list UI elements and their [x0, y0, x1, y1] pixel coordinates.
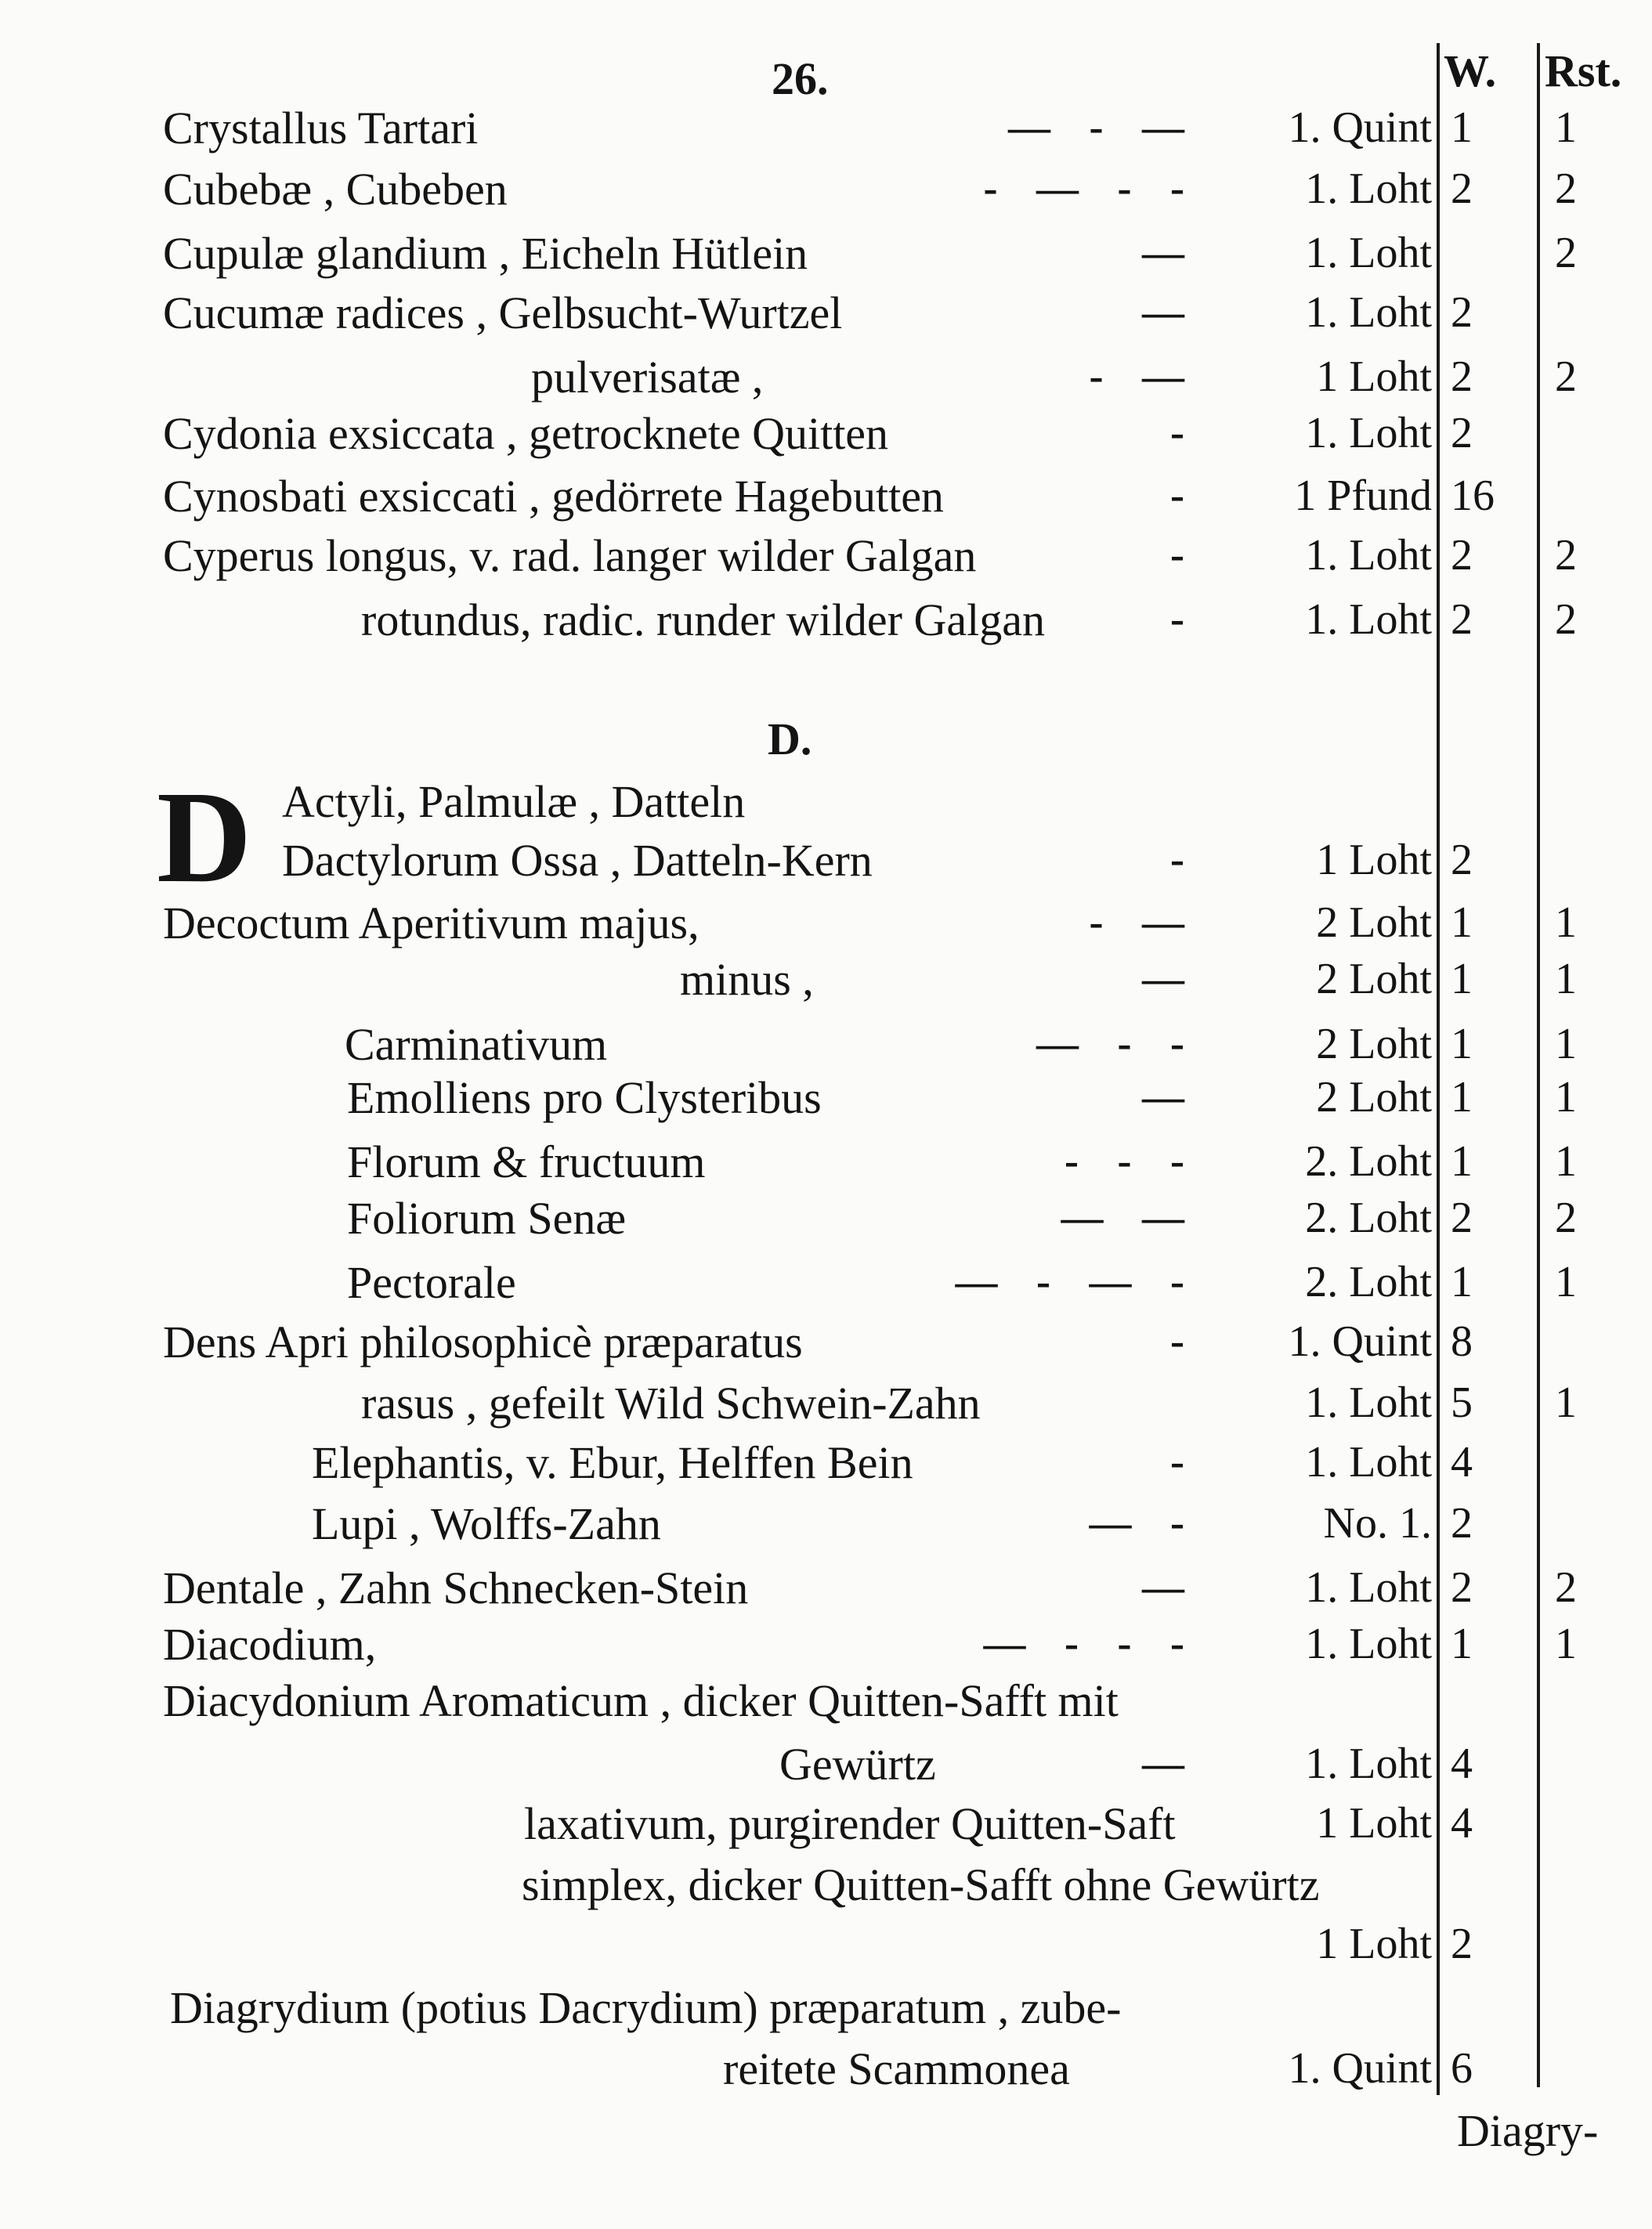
entry-unit: 1. Loht — [1305, 1438, 1432, 1487]
entry-unit: 1. Loht — [1305, 229, 1432, 277]
entry-w-value: 2 — [1451, 1563, 1473, 1612]
entry-name: Actyli, Palmulæ , Datteln — [282, 776, 746, 827]
leader-dashes: — — [1142, 1073, 1198, 1120]
entry-w-value: 1 — [1451, 955, 1473, 1003]
entry-name: pulverisatæ , — [531, 352, 764, 403]
entry-w-value: 8 — [1451, 1317, 1473, 1366]
entry-w-value: 4 — [1451, 1799, 1473, 1848]
entry-unit: No. 1. — [1323, 1499, 1432, 1548]
entry-rst-value: 1 — [1555, 1378, 1577, 1427]
catchword: Diagry- — [1457, 2105, 1599, 2156]
leader-dashes: - — - - — [983, 164, 1198, 211]
leader-dashes: — — [1142, 288, 1198, 335]
entry-name: Pectorale — [347, 1257, 516, 1308]
leader-dashes: - — [1170, 595, 1198, 642]
leader-dashes: - - - — [1065, 1137, 1198, 1184]
entry-name: Carminativum — [345, 1019, 608, 1070]
entry-w-value: 1 — [1451, 1020, 1473, 1068]
entry-name: Decoctum Aperitivum majus, — [163, 898, 699, 948]
entry-w-value: 6 — [1451, 2044, 1473, 2093]
entry-unit: 1. Loht — [1305, 288, 1432, 337]
leader-dashes: - — [1170, 1438, 1198, 1485]
entry-w-value: 2 — [1451, 288, 1473, 337]
column-header-rst: Rst. — [1545, 45, 1622, 96]
entry-name: Lupi , Wolffs-Zahn — [312, 1498, 661, 1549]
leader-dashes: — - — [1089, 1499, 1198, 1546]
leader-dashes: — - — — [1008, 103, 1198, 150]
entry-w-value: 1 — [1451, 1258, 1473, 1306]
entry-unit: 1. Loht — [1305, 531, 1432, 580]
leader-dashes: - — [1170, 471, 1198, 518]
entry-unit: 1. Loht — [1305, 409, 1432, 457]
entry-name: Diacydonium Aromaticum , dicker Quitten-Safft mit — [163, 1675, 1119, 1726]
entry-name: Cubebæ , Cubeben — [163, 164, 508, 215]
leader-dashes: — — [1142, 1739, 1198, 1786]
entry-w-value: 2 — [1451, 1499, 1473, 1548]
entry-rst-value: 2 — [1555, 1194, 1577, 1242]
leader-dashes: — - - - — [983, 1620, 1198, 1667]
leader-dashes: — — [1142, 955, 1198, 1002]
entry-unit: 1 Loht — [1316, 1920, 1432, 1968]
entry-w-value: 2 — [1451, 836, 1473, 884]
entry-unit: 1. Loht — [1305, 164, 1432, 213]
entry-unit: 1. Quint — [1288, 103, 1432, 152]
entry-rst-value: 1 — [1555, 1020, 1577, 1068]
entry-rst-value: 2 — [1555, 164, 1577, 213]
entry-name: rasus , gefeilt Wild Schwein-Zahn — [361, 1378, 981, 1429]
entry-unit: 1. Quint — [1288, 2044, 1432, 2093]
entry-w-value: 2 — [1451, 409, 1473, 457]
entry-w-value: 2 — [1451, 1920, 1473, 1968]
entry-w-value: 1 — [1451, 1073, 1473, 1122]
entry-w-value: 2 — [1451, 531, 1473, 580]
entry-w-value: 2 — [1451, 1194, 1473, 1242]
entry-unit: 1 Loht — [1316, 1799, 1432, 1848]
entry-w-value: 4 — [1451, 1739, 1473, 1788]
drop-cap: D — [157, 764, 252, 910]
entry-unit: 2 Loht — [1316, 898, 1432, 947]
entry-name: rotundus, radic. runder wilder Galgan — [361, 594, 1045, 645]
entry-name: Emolliens pro Clysteribus — [347, 1072, 822, 1123]
entry-rst-value: 1 — [1555, 1620, 1577, 1668]
page-number: 26. — [772, 53, 829, 104]
entry-unit: 2 Loht — [1316, 955, 1432, 1003]
entry-name: Cydonia exsiccata , getrocknete Quitten — [163, 408, 889, 459]
entry-unit: 1. Loht — [1305, 595, 1432, 644]
leader-dashes: — - — - — [955, 1258, 1198, 1305]
entry-rst-value: 1 — [1555, 955, 1577, 1003]
entry-unit: 1 Loht — [1316, 352, 1432, 401]
leader-dashes: — - - — [1036, 1020, 1198, 1067]
entry-rst-value: 2 — [1555, 1563, 1577, 1612]
entry-rst-value: 2 — [1555, 229, 1577, 277]
section-heading: D. — [768, 713, 812, 764]
entry-name: simplex, dicker Quitten-Safft ohne Gewürtz — [522, 1859, 1320, 1910]
entry-unit: 1. Quint — [1288, 1317, 1432, 1366]
leader-dashes: - — [1170, 1317, 1198, 1364]
entry-unit: 1 Loht — [1316, 836, 1432, 884]
entry-name: minus , — [680, 954, 814, 1005]
entry-rst-value: 1 — [1555, 1073, 1577, 1122]
leader-dashes: - — [1170, 836, 1198, 883]
column-divider-left — [1437, 43, 1440, 2095]
entry-name: Cyperus longus, v. rad. langer wilder Galgan — [163, 530, 977, 581]
entry-w-value: 16 — [1451, 471, 1495, 520]
entry-rst-value: 1 — [1555, 1258, 1577, 1306]
entry-name: Dens Apri philosophicè præparatus — [163, 1317, 803, 1367]
entry-unit: 1. Loht — [1305, 1378, 1432, 1427]
leader-dashes: - — [1170, 531, 1198, 578]
entry-name: Gewürtz — [779, 1739, 936, 1790]
leader-dashes: — — — [1061, 1194, 1198, 1241]
entry-rst-value: 2 — [1555, 352, 1577, 401]
entry-name: Crystallus Tartari — [163, 103, 479, 154]
entry-w-value: 2 — [1451, 595, 1473, 644]
entry-name: Florum & fructuum — [347, 1136, 706, 1187]
entry-unit: 2 Loht — [1316, 1020, 1432, 1068]
entry-name: Diagrydium (potius Dacrydium) præparatum , zube- — [170, 1982, 1122, 2033]
entry-unit: 1. Loht — [1305, 1739, 1432, 1788]
entry-w-value: 5 — [1451, 1378, 1473, 1427]
entry-name: Cucumæ radices , Gelbsucht-Wurtzel — [163, 287, 843, 338]
entry-rst-value: 2 — [1555, 595, 1577, 644]
leader-dashes: - — — [1089, 352, 1198, 399]
entry-unit: 1. Loht — [1305, 1620, 1432, 1668]
entry-name: Dentale , Zahn Schnecken-Stein — [163, 1562, 749, 1613]
entry-name: Cupulæ glandium , Eicheln Hütlein — [163, 228, 808, 279]
entry-unit: 2. Loht — [1305, 1194, 1432, 1242]
entry-w-value: 1 — [1451, 1137, 1473, 1186]
entry-name: Foliorum Senæ — [347, 1193, 627, 1244]
leader-dashes: - — [1170, 409, 1198, 456]
entry-w-value: 2 — [1451, 164, 1473, 213]
entry-w-value: 1 — [1451, 103, 1473, 152]
entry-name: Cynosbati exsiccati , gedörrete Hagebutten — [163, 471, 944, 522]
entry-rst-value: 2 — [1555, 531, 1577, 580]
entry-rst-value: 1 — [1555, 1137, 1577, 1186]
entry-rst-value: 1 — [1555, 898, 1577, 947]
entry-w-value: 4 — [1451, 1438, 1473, 1487]
entry-w-value: 2 — [1451, 352, 1473, 401]
leader-dashes: — — [1142, 1563, 1198, 1610]
entry-name: reitete Scammonea — [723, 2043, 1070, 2094]
entry-rst-value: 1 — [1555, 103, 1577, 152]
entry-name: Elephantis, v. Ebur, Helffen Bein — [312, 1437, 913, 1488]
entry-name: laxativum, purgirender Quitten-Saft — [524, 1798, 1176, 1849]
entry-unit: 1 Pfund — [1294, 471, 1432, 520]
entry-unit: 2. Loht — [1305, 1137, 1432, 1186]
entry-w-value: 1 — [1451, 898, 1473, 947]
entry-w-value: 1 — [1451, 1620, 1473, 1668]
column-header-w: W. — [1444, 45, 1497, 96]
leader-dashes: - — — [1089, 898, 1198, 945]
entry-name: Dactylorum Ossa , Datteln-Kern — [282, 835, 873, 886]
entry-unit: 2 Loht — [1316, 1073, 1432, 1122]
entry-unit: 2. Loht — [1305, 1258, 1432, 1306]
column-divider-right — [1537, 43, 1540, 2087]
leader-dashes: — — [1142, 229, 1198, 276]
entry-name: Diacodium, — [163, 1619, 377, 1670]
entry-unit: 1. Loht — [1305, 1563, 1432, 1612]
